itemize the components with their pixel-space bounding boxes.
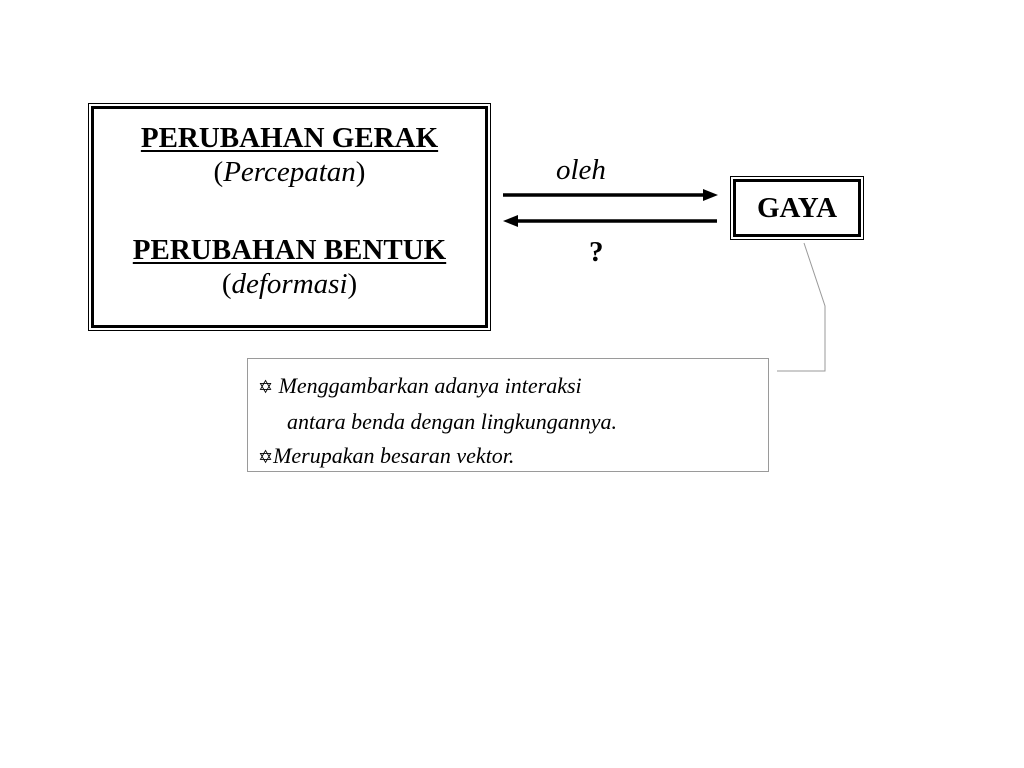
info-line-3: ✡Merupakan besaran vektor. [258, 443, 515, 468]
subtitle-acceleration: (Percepatan) [213, 156, 366, 188]
force-label: GAYA [733, 179, 861, 237]
callout-connector [777, 243, 825, 371]
star-of-david-icon: ✡ [258, 447, 274, 468]
star-of-david-icon: ✡ [258, 377, 274, 398]
heading-motion-change: PERUBAHAN GERAK [140, 122, 439, 154]
force-box [730, 176, 864, 240]
arrow-label-oleh: oleh [556, 154, 606, 186]
info-line-1: ✡ Menggambarkan adanya interaksi [258, 373, 582, 398]
subtitle-deformation: (deformasi) [221, 268, 358, 300]
arrow-left-head [503, 215, 518, 227]
heading-shape-change: PERUBAHAN BENTUK [132, 234, 447, 266]
info-line-2: antara benda dengan lingkungannya. [287, 409, 617, 434]
callout-box [247, 358, 769, 472]
arrow-label-question: ? [589, 236, 604, 268]
arrow-right-head [703, 189, 718, 201]
